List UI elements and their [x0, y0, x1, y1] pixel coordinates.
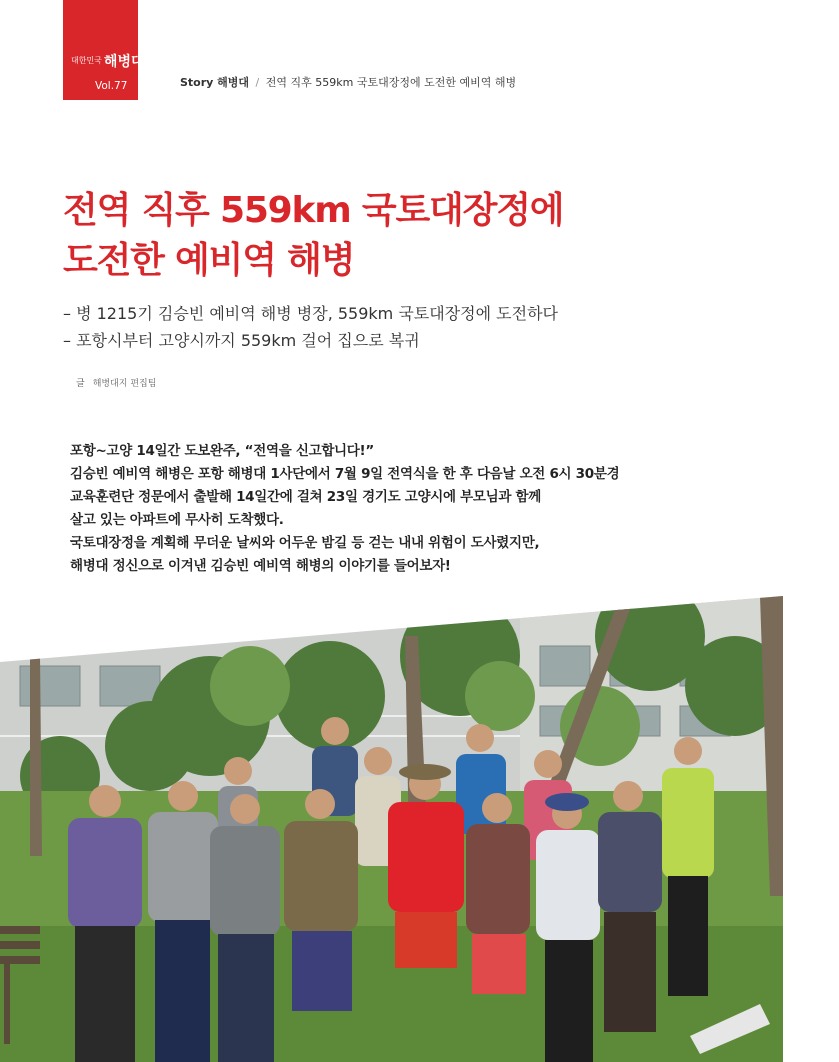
group-photo: [0, 596, 800, 1062]
subtitle-item: – 병 1215기 김승빈 예비역 해병 병장, 559km 국토대장정에 도전하다: [63, 304, 559, 323]
article-title: [63, 186, 563, 286]
brand-small-text: 대한민국: [71, 56, 102, 65]
subtitle-item: – 포항시부터 고양시까지 559km 걸어 집으로 복귀: [63, 331, 420, 350]
magazine-brand: [71, 50, 145, 71]
breadcrumb-section: Story 해병대: [180, 76, 250, 89]
brand-big-text: 해병대: [103, 53, 145, 70]
byline: [76, 376, 156, 389]
lead-line: 포항~고양 14일간 도보완주, “전역을 신고합니다!”: [70, 443, 374, 459]
lead-line: 김승빈 예비역 해병은 포항 해병대 1사단에서 7월 9일 전역식을 한 후 다음날 오전 6시 30분경: [70, 466, 620, 482]
byline-prefix: 글: [76, 379, 85, 389]
lead-paragraph: [70, 440, 619, 578]
breadcrumb-separator: /: [255, 76, 260, 89]
breadcrumb: [180, 74, 516, 90]
magazine-badge: [63, 0, 145, 100]
byline-author: 해병대지 편집팀: [92, 379, 157, 389]
lead-line: 교육훈련단 정문에서 출발해 14일간에 걸쳐 23일 경기도 고양시에 부모님과 함께: [70, 489, 541, 505]
lead-line: 살고 있는 아파트에 무사히 도착했다.: [70, 512, 284, 528]
subtitle-list: [63, 300, 558, 354]
lead-line: 해병대 정신으로 이겨낸 김승빈 예비역 해병의 이야기를 들어보자!: [70, 558, 451, 574]
breadcrumb-article: 전역 직후 559km 국토대장정에 도전한 예비역 해병: [265, 76, 517, 89]
group-photo-illustration: [0, 596, 800, 1062]
volume-number: Vol.77: [95, 80, 128, 92]
title-line-2: 도전한 예비역 해병: [63, 240, 355, 281]
lead-line: 국토대장정을 계획해 무더운 날씨와 어두운 밤길 등 걷는 내내 위험이 도사렸지만,: [70, 535, 540, 551]
title-line-1: 전역 직후 559km 국토대장정에: [63, 190, 564, 231]
